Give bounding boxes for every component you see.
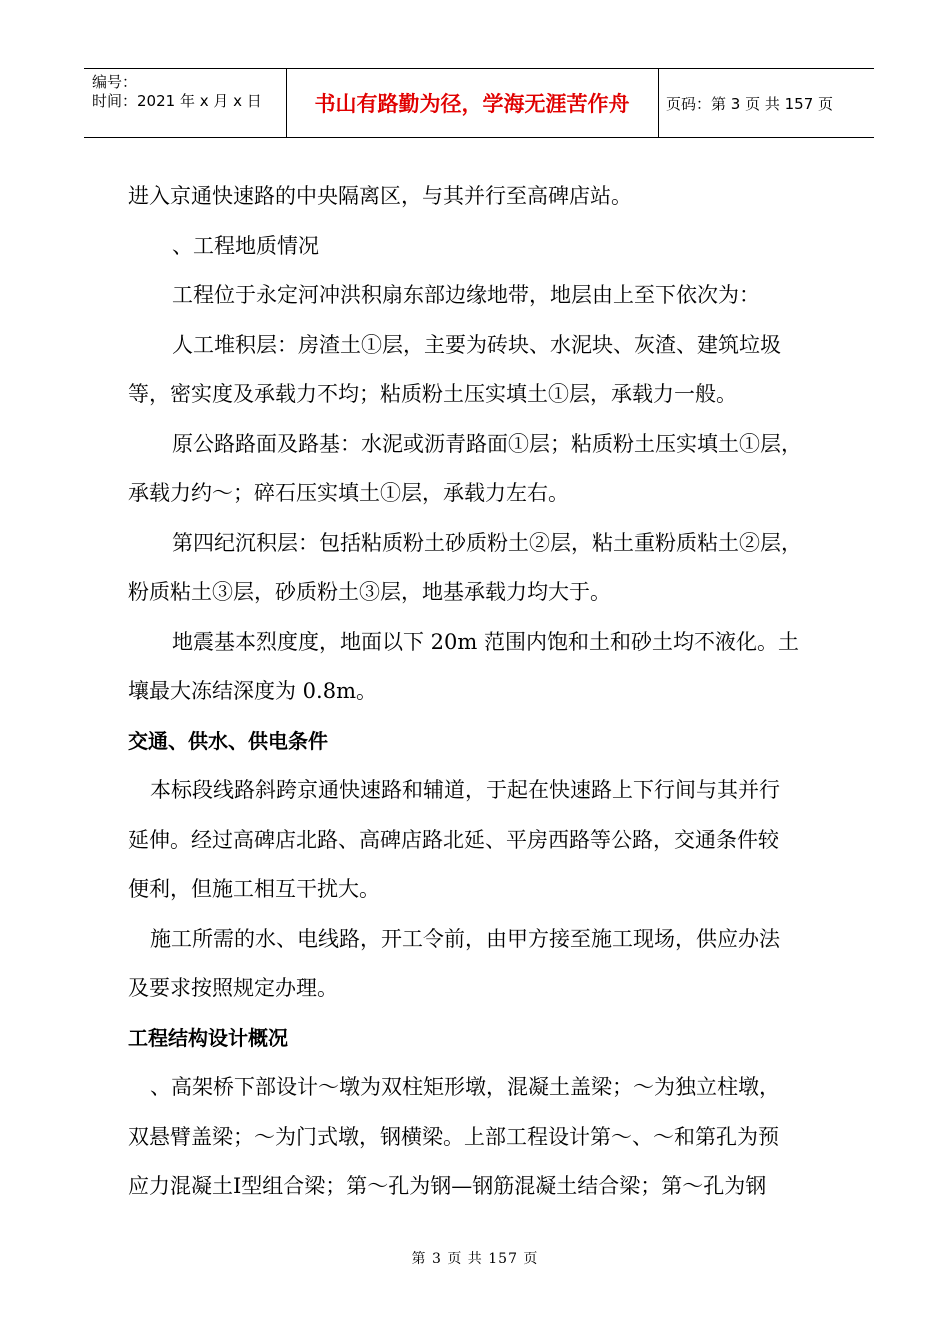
document-number-label: 编号： [92, 73, 138, 91]
paragraph-line: 地震基本烈度度，地面以下 20m 范围内饱和土和砂土均不液化。土 [172, 629, 799, 654]
paragraph-line: 粉质粘土③层，砂质粉土③层，地基承载力均大于。 [128, 580, 611, 604]
paragraph-line: 工程位于永定河冲洪积扇东部边缘地带，地层由上至下依次为： [172, 283, 760, 307]
document-time-label: 时间：2021 年 x 月 x 日 [92, 92, 262, 110]
paragraph-line: 施工所需的水、电线路，开工令前，由甲方接至施工现场，供应办法 [150, 926, 780, 951]
page-footer: 第 3 页 共 157 页 [411, 1251, 539, 1267]
section-heading: 工程结构设计概况 [128, 1025, 288, 1050]
paragraph-line: 壤最大冻结深度为 0.8m。 [128, 679, 377, 703]
section-heading: 交通、供水、供电条件 [128, 728, 328, 753]
paragraph-line: 及要求按照规定办理。 [128, 976, 338, 1000]
paragraph-line: 承载力约～；碎石压实填土①层，承载力左右。 [128, 481, 569, 505]
paragraph-line: 应力混凝土Ⅰ型组合梁；第～孔为钢—钢筋混凝土结合梁；第～孔为钢 [128, 1174, 767, 1198]
paragraph-line: 人工堆积层：房渣土①层，主要为砖块、水泥块、灰渣、建筑垃圾 [172, 332, 781, 357]
document-body [128, 172, 840, 1212]
paragraph-line: 进入京通快速路的中央隔离区，与其并行至高碑店站。 [128, 184, 632, 208]
paragraph-line: 原公路路面及路基：水泥或沥青路面①层；粘质粉土压实填土①层， [172, 431, 802, 456]
header-divider-right [658, 69, 659, 137]
paragraph-line: 双悬臂盖梁；～为门式墩，钢横梁。上部工程设计第～、～和第孔为预 [128, 1124, 779, 1149]
header-meta [92, 73, 282, 111]
paragraph-line: 第四纪沉积层：包括粘质粉土砂质粉土②层，粘土重粉质粘土②层， [172, 530, 802, 555]
header-page-info: 页码：第 3 页 共 157 页 [666, 94, 834, 113]
header-motto: 书山有路勤为径，学海无涯苦作舟 [314, 92, 630, 116]
section-subheading: 、工程地质情况 [172, 233, 319, 258]
paragraph-line: 延伸。经过高碑店北路、高碑店路北延、平房西路等公路，交通条件较 [128, 827, 779, 852]
paragraph-line: 本标段线路斜跨京通快速路和辅道，于起在快速路上下行间与其并行 [150, 778, 780, 802]
paragraph-line: 便利，但施工相互干扰大。 [128, 877, 380, 901]
paragraph-line: 等，密实度及承载力不均；粘质粉土压实填土①层，承载力一般。 [128, 382, 737, 406]
paragraph-line: 、高架桥下部设计～墩为双柱矩形墩，混凝土盖梁；～为独立柱墩， [150, 1075, 780, 1099]
page-header [84, 68, 874, 138]
